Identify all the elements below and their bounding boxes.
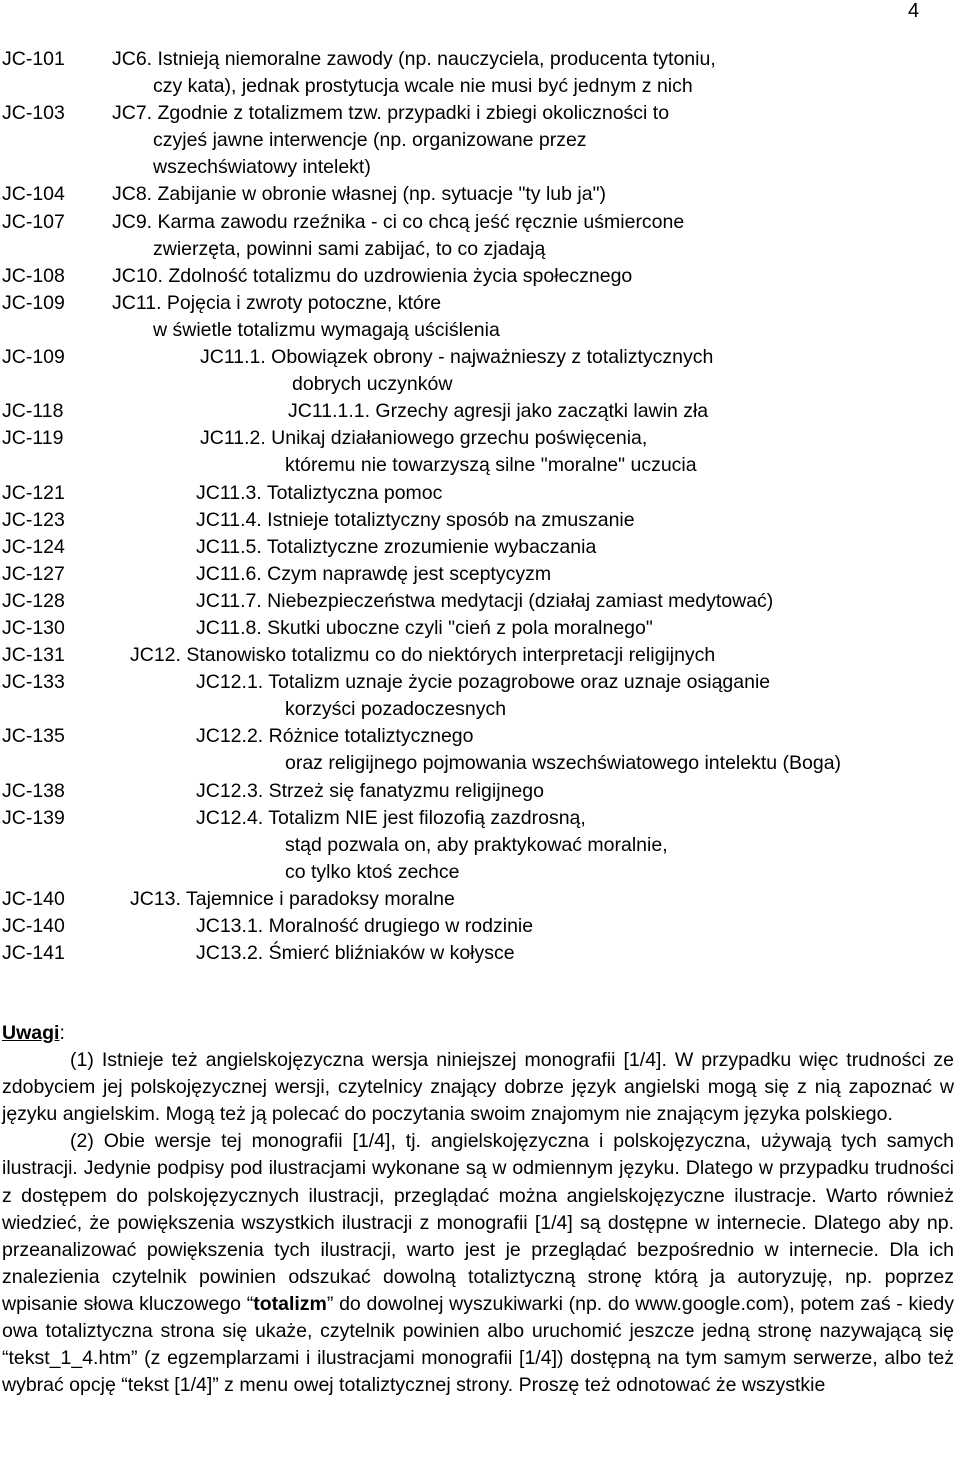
remark-paragraph-2-part-a: (2) Obie wersje tej monografii [1/4], tj. angielskojęzyczna i polskojęzyczna, używają tych samych ilustracji. Jedynie podpisy pod ilustracjami wykonane są w odmiennym języku. Dlatego w przypadku trudności z dostępem do polskojęzycznych ilustracji, przeglądać można angielskojęzyczne ilustracje. Warto również wiedzieć, że powiększenia wszystkich ilustracji z monografii [1/4] są dostępne w internecie. Dlatego aby np. przeanalizować powiększenia tych ilustracji, warto jest je przeglądać bezpośrednio w internecie. Dla ich znalezienia czytelnik powinien odszukać dowolną totaliztyczną stronę którą ja autoryzuję, np. poprzez wpisanie słowa kluczowego “ [2, 1130, 954, 1315]
toc-entry [0, 507, 960, 534]
toc-entry [0, 778, 960, 805]
toc-page-code: JC-133 [2, 671, 65, 694]
toc-page-code: JC-127 [2, 562, 65, 585]
toc-title: czy kata), jednak prostytucja wcale nie musi być jednym z nich [153, 75, 693, 98]
toc-entry [0, 832, 960, 859]
toc-title: JC11.5. Totaliztyczne zrozumienie wybaczania [196, 535, 597, 558]
toc-entry [0, 696, 960, 723]
toc-title: JC7. Zgodnie z totalizmem tzw. przypadki i zbiegi okoliczności to [112, 102, 670, 125]
toc-entry [0, 425, 960, 452]
toc-page-code: JC-135 [2, 725, 65, 748]
toc-title: JC12. Stanowisko totalizmu co do niektórych interpretacji religijnych [130, 644, 716, 667]
toc-page-code: JC-103 [2, 102, 65, 125]
toc-page-code: JC-138 [2, 779, 65, 802]
toc-title: JC11.3. Totaliztyczna pomoc [196, 481, 443, 504]
toc-page-code: JC-109 [2, 291, 65, 314]
toc-page-code: JC-128 [2, 589, 65, 612]
toc-page-code: JC-104 [2, 183, 65, 206]
toc-page-code: JC-141 [2, 942, 65, 965]
toc-title: JC12.3. Strzeż się fanatyzmu religijnego [196, 779, 544, 802]
toc-title: zwierzęta, powinni sami zabijać, to co zjadają [153, 237, 546, 260]
toc-page-code: JC-130 [2, 616, 65, 639]
toc-entry [0, 154, 960, 181]
toc-entry [0, 100, 960, 127]
remarks-section [2, 1020, 954, 1399]
toc-title: wszechświatowy intelekt) [153, 156, 371, 179]
toc-title: JC11.7. Niebezpieczeństwa medytacji (działaj zamiast medytować) [196, 589, 774, 612]
toc-entry [0, 534, 960, 561]
toc-title: JC9. Karma zawodu rzeźnika - ci co chcą jeść ręcznie uśmiercone [112, 210, 685, 233]
toc-page-code: JC-121 [2, 481, 65, 504]
remark-paragraph-2-part-b: ” do dowolnej wyszukiwarki (np. do www.google.com), potem zaś - kiedy owa totaliztyczna strona się ukaże, czytelnik powinien albo uruchomić jeszcze jedną stronę nazywającą się “tekst_1_4.htm” (z egzemplarzami i ilustracjami monografii [1/4]) dostępną na tym samym serwerze, albo też wybrać opcję “tekst [1/4]” z menu owej totaliztycznej strony. Proszę też odnotować że wszystkie [2, 1292, 954, 1397]
toc-page-code: JC-118 [2, 400, 64, 423]
toc-title: JC11. Pojęcia i zwroty potoczne, które [112, 291, 442, 314]
toc-page-code: JC-108 [2, 264, 65, 287]
toc-title: JC11.8. Skutki uboczne czyli "cień z pola moralnego" [196, 616, 653, 639]
table-of-contents [0, 46, 960, 967]
toc-entry [0, 398, 960, 425]
toc-entry [0, 263, 960, 290]
toc-page-code: JC-131 [2, 644, 65, 667]
toc-title: JC11.4. Istnieje totaliztyczny sposób na zmuszanie [196, 508, 635, 531]
remarks-title: Uwagi [2, 1022, 60, 1044]
toc-title: JC12.4. Totalizm NIE jest filozofią zazdrosną, [196, 806, 586, 829]
toc-entry [0, 669, 960, 696]
toc-page-code: JC-107 [2, 210, 65, 233]
toc-entry [0, 859, 960, 886]
toc-title: JC11.6. Czym naprawdę jest sceptycyzm [196, 562, 552, 585]
toc-title: korzyści pozadoczesnych [285, 698, 507, 721]
toc-entry [0, 913, 960, 940]
toc-entry [0, 344, 960, 371]
remark-paragraph-2 [2, 1128, 954, 1399]
remark-paragraph-1: (1) Istnieje też angielskojęzyczna wersja niniejszej monografii [1/4]. W przypadku więc trudności ze zdobyciem jej polskojęzycznej wersji, czytelnicy znający dobrze język angielski mogą się z nią zapoznać w języku angielskim. Mogą też ją polecać do poczytania swoim znajomym nie znającym języka polskiego. [2, 1049, 954, 1126]
toc-entry [0, 480, 960, 507]
toc-entry [0, 209, 960, 236]
toc-title: JC13.2. Śmierć bliźniaków w kołysce [196, 942, 515, 965]
toc-page-code: JC-124 [2, 535, 65, 558]
toc-title: dobrych uczynków [292, 373, 453, 396]
toc-page-code: JC-123 [2, 508, 65, 531]
toc-page-code: JC-119 [2, 427, 64, 450]
toc-entry [0, 181, 960, 208]
toc-entry [0, 317, 960, 344]
toc-title: JC12.1. Totalizm uznaje życie pozagrobowe oraz uznaje osiąganie [196, 671, 771, 694]
toc-title: JC11.1.1. Grzechy agresji jako zaczątki lawin zła [288, 400, 709, 423]
toc-entry [0, 886, 960, 913]
toc-title: co tylko ktoś zechce [285, 860, 460, 883]
toc-page-code: JC-109 [2, 346, 65, 369]
toc-entry [0, 615, 960, 642]
toc-page-code: JC-140 [2, 915, 65, 937]
remarks-title-colon: : [59, 1022, 65, 1044]
toc-entry [0, 127, 960, 154]
toc-title: JC8. Zabijanie w obronie własnej (np. sytuacje "ty lub ja") [112, 183, 606, 206]
toc-title: JC13. Tajemnice i paradoksy moralne [130, 887, 455, 910]
toc-title: JC6. Istnieją niemoralne zawody (np. nauczyciela, producenta tytoniu, [112, 48, 716, 70]
toc-title: JC11.2. Unikaj działaniowego grzechu poświęcenia, [200, 427, 648, 450]
toc-entry [0, 452, 960, 479]
toc-title: JC13.1. Moralność drugiego w rodzinie [196, 915, 534, 937]
toc-page-code: JC-101 [2, 48, 65, 70]
toc-title: któremu nie towarzyszą silne "moralne" uczucia [285, 454, 697, 477]
toc-entry [0, 723, 960, 750]
toc-title: JC10. Zdolność totalizmu do uzdrowienia życia społecznego [112, 264, 633, 287]
toc-entry [0, 46, 960, 73]
toc-title: w świetle totalizmu wymagają uściślenia [153, 318, 500, 341]
toc-entry [0, 290, 960, 317]
toc-entry [0, 236, 960, 263]
page-number: 4 [908, 0, 920, 22]
toc-title: JC11.1. Obowiązek obrony - najważnieszy z totaliztycznych [200, 346, 714, 369]
toc-entry [0, 750, 960, 777]
toc-title: czyjeś jawne interwencje (np. organizowane przez [153, 129, 587, 152]
toc-entry [0, 805, 960, 832]
toc-entry [0, 642, 960, 669]
toc-title: oraz religijnego pojmowania wszechświatowego intelektu (Boga) [285, 752, 842, 775]
toc-title: JC12.2. Różnice totaliztycznego [196, 725, 474, 748]
toc-entry [0, 940, 960, 967]
toc-entry [0, 588, 960, 615]
toc-page-code: JC-140 [2, 887, 65, 910]
toc-title: stąd pozwala on, aby praktykować moralnie, [285, 833, 668, 856]
toc-entry [0, 371, 960, 398]
toc-page-code: JC-139 [2, 806, 65, 829]
toc-entry [0, 73, 960, 100]
toc-entry [0, 561, 960, 588]
keyword-totalizm: totalizm [253, 1292, 327, 1315]
